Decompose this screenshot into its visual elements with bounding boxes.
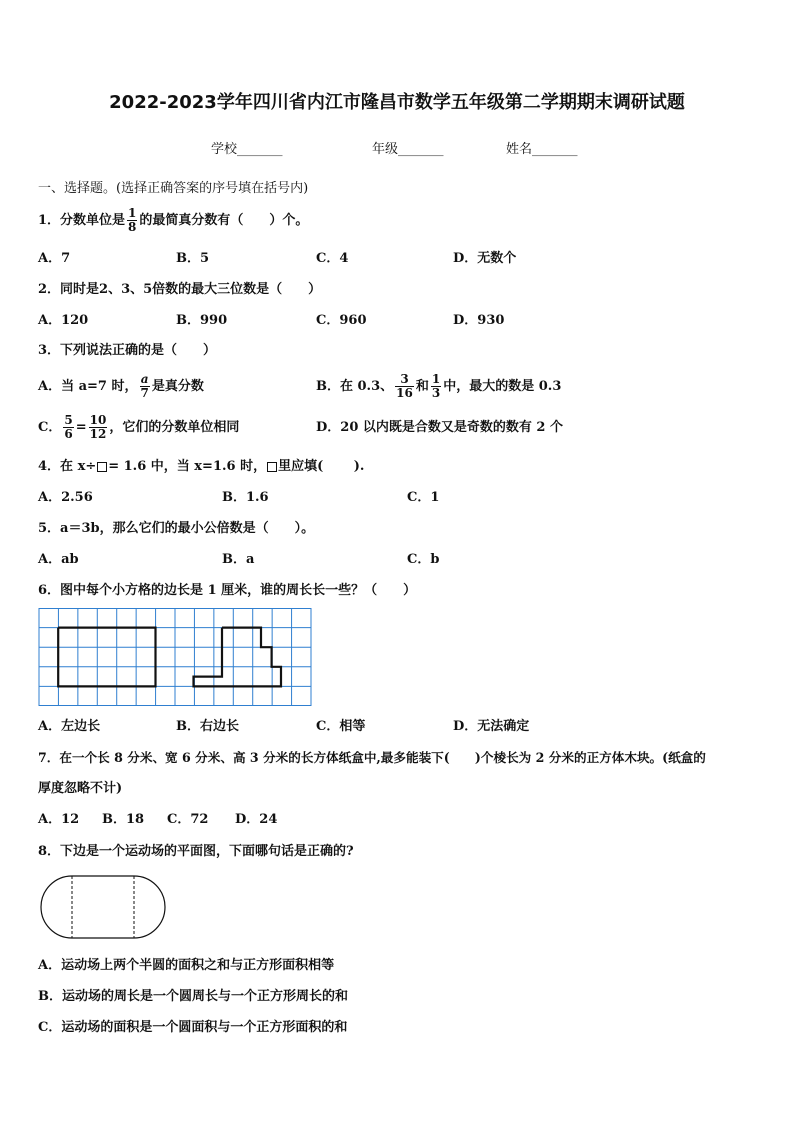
q3-c-pre: C． xyxy=(38,420,62,435)
q3-c-num1: 5 xyxy=(64,413,73,427)
q3-b-mid: 和 xyxy=(415,379,429,394)
q7-option-a: A．12 xyxy=(38,812,80,827)
q3-b-fraction-2 xyxy=(431,373,441,400)
square-placeholder-icon xyxy=(97,462,107,472)
stadium-figure xyxy=(40,874,166,940)
q5-option-c: C．b xyxy=(407,552,440,567)
question-7-line-2: 厚度忽略不计) xyxy=(38,781,123,796)
q4-option-b: B．1.6 xyxy=(222,490,269,505)
q4-option-a: A．2.56 xyxy=(38,490,93,505)
q3-b-num1: 3 xyxy=(395,373,414,387)
q1-post: 的最简真分数有（ ）个。 xyxy=(139,213,309,228)
q3-c-post: ，它们的分数单位相同 xyxy=(109,420,240,435)
q3-b-fraction-1 xyxy=(395,373,414,400)
q8-option-b: B．运动场的周长是一个圆周长与一个正方形周长的和 xyxy=(38,989,348,1004)
q2-option-b: B．990 xyxy=(176,313,228,328)
grid-lines xyxy=(39,608,311,706)
q1-frac-num: 1 xyxy=(128,206,137,220)
q7-option-d: D．24 xyxy=(235,812,278,827)
q3-b-pre: B．在 0.3、 xyxy=(316,379,394,394)
q3-a-den: 7 xyxy=(140,386,149,400)
q3-b-post: 中，最大的数是 0.3 xyxy=(443,379,562,394)
stadium-outline xyxy=(41,876,165,938)
question-8: 8．下边是一个运动场的平面图，下面哪句话是正确的? xyxy=(38,844,354,859)
question-1 xyxy=(38,206,308,236)
q3-c-fraction-2 xyxy=(89,414,108,441)
question-4 xyxy=(38,459,364,475)
q3-a-fraction xyxy=(140,373,150,400)
q1-option-c: C．4 xyxy=(316,251,349,266)
q2-option-d: D．930 xyxy=(453,313,505,328)
q8-option-a: A．运动场上两个半圆的面积之和与正方形面积相等 xyxy=(38,958,335,973)
q3-option-d: D．20 以内既是合数又是奇数的数有 2 个 xyxy=(316,420,563,435)
q3-a-num: a xyxy=(140,372,149,386)
name-field: 姓名_______ xyxy=(506,142,578,157)
q1-option-d: D．无数个 xyxy=(453,251,517,266)
question-2: 2．同时是2、3、5倍数的最大三位数是（ ） xyxy=(38,282,322,297)
section-heading: 一、选择题。(选择正确答案的序号填在括号内) xyxy=(38,181,309,196)
q3-c-den2: 12 xyxy=(89,427,107,441)
left-rectangle xyxy=(58,628,155,687)
q1-option-b: B．5 xyxy=(176,251,210,266)
q4-option-c: C．1 xyxy=(407,490,440,505)
q3-c-den1: 6 xyxy=(64,427,73,441)
q6-option-c: C．相等 xyxy=(316,719,366,734)
q7-option-b: B．18 xyxy=(102,812,145,827)
q3-b-den1: 16 xyxy=(396,386,413,400)
school-field: 学校_______ xyxy=(211,142,283,157)
q3-c-eq: = xyxy=(75,420,87,435)
grade-field: 年级_______ xyxy=(372,142,444,157)
q1-fraction xyxy=(127,207,137,234)
q1-pre: 1．分数单位是 xyxy=(38,213,126,228)
q6-option-b: B．右边长 xyxy=(176,719,239,734)
q3-a-post: 是真分数 xyxy=(151,379,204,394)
q5-option-b: B．a xyxy=(222,552,255,567)
q3-c-num2: 10 xyxy=(89,413,107,427)
q6-option-d: D．无法确定 xyxy=(453,719,530,734)
q6-option-a: A．左边长 xyxy=(38,719,101,734)
q2-option-a: A．120 xyxy=(38,313,89,328)
q1-option-a: A．7 xyxy=(38,251,71,266)
q7-option-c: C．72 xyxy=(167,812,209,827)
q3-a-pre: A．当 a=7 时， xyxy=(38,379,138,394)
square-placeholder-icon xyxy=(267,462,277,472)
page-title: 2022-2023学年四川省内江市隆昌市数学五年级第二学期期末调研试题 xyxy=(109,92,685,113)
grid-figure xyxy=(38,608,312,706)
q3-b-den2: 3 xyxy=(431,386,441,400)
q4-pre: 4．在 x÷ xyxy=(38,459,97,474)
q4-mid: = 1.6 中，当 x=1.6 时， xyxy=(108,459,267,474)
question-3: 3．下列说法正确的是（ ） xyxy=(38,343,217,358)
q3-b-num2: 1 xyxy=(431,372,441,386)
q4-post: 里应填( ). xyxy=(278,459,365,474)
q1-frac-den: 8 xyxy=(128,220,137,234)
q3-c-fraction-1 xyxy=(63,414,73,441)
question-5: 5．a＝3b，那么它们的最小公倍数是（ ）。 xyxy=(38,521,315,536)
q5-option-a: A．ab xyxy=(38,552,79,567)
question-7-line-1: 7．在一个长 8 分米、宽 6 分米、高 3 分米的长方体纸盒中,最多能装下( )个棱长为 2 分米的正方体木块。(纸盒的 xyxy=(38,750,706,765)
q2-option-c: C．960 xyxy=(316,313,367,328)
q8-option-c: C．运动场的面积是一个圆面积与一个正方形面积的和 xyxy=(38,1020,348,1035)
question-6: 6．图中每个小方格的边长是 1 厘米，谁的周长长一些？（ ） xyxy=(38,583,417,598)
q3-option-b xyxy=(316,369,561,405)
q3-option-a xyxy=(38,369,204,405)
q3-option-c xyxy=(38,410,239,446)
right-staircase-shape xyxy=(194,628,282,687)
